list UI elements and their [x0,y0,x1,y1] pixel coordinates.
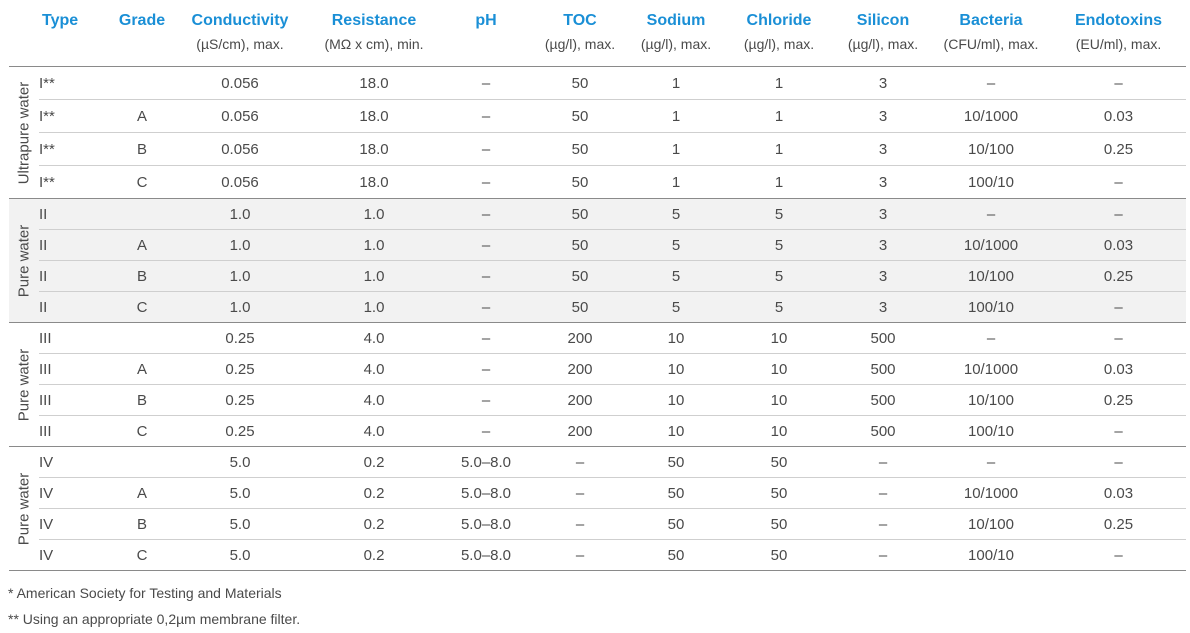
cell-bacteria: 10/1000 [931,100,1051,133]
cell-ph: – [441,100,531,133]
cell-bacteria: 100/10 [931,416,1051,447]
unit-toc: (µg/l), max. [531,36,629,67]
cell-chloride: 5 [723,230,835,261]
cell-conductivity: 0.25 [173,385,307,416]
cell-chloride: 10 [723,354,835,385]
cell-bacteria: 100/10 [931,166,1051,199]
cell-conductivity: 5.0 [173,509,307,540]
cell-conductivity: 1.0 [173,261,307,292]
table-row [9,447,1186,478]
cell-chloride: 10 [723,323,835,354]
cell-grade: C [111,292,173,323]
cell-sodium: 5 [629,199,723,230]
cell-grade: C [111,416,173,447]
cell-bacteria: – [931,447,1051,478]
cell-chloride: 1 [723,67,835,100]
cell-conductivity: 0.056 [173,100,307,133]
cell-silicon: 3 [835,199,931,230]
cell-bacteria: 10/100 [931,509,1051,540]
cell-toc: 50 [531,261,629,292]
water-group [9,323,1186,447]
cell-sodium: 1 [629,100,723,133]
cell-ph: – [441,133,531,166]
cell-conductivity: 0.056 [173,67,307,100]
cell-toc: 50 [531,100,629,133]
cell-grade [111,447,173,478]
cell-endotoxins: 0.03 [1051,478,1186,509]
cell-chloride: 50 [723,447,835,478]
cell-grade [111,199,173,230]
cell-sodium: 50 [629,447,723,478]
cell-resistance: 4.0 [307,385,441,416]
table-row [9,385,1186,416]
group-label: Ultrapure water [15,81,33,184]
water-quality-table [9,6,1186,571]
cell-toc: 200 [531,354,629,385]
cell-chloride: 5 [723,292,835,323]
cell-endotoxins: – [1051,323,1186,354]
col-header-type: Type [42,12,79,29]
cell-type: III [39,354,111,385]
col-header-endotoxins: Endotoxins [1074,12,1163,29]
cell-ph: – [441,416,531,447]
table-header [9,6,1186,67]
cell-endotoxins: 0.25 [1051,261,1186,292]
cell-chloride: 1 [723,133,835,166]
cell-conductivity: 5.0 [173,540,307,571]
cell-sodium: 5 [629,261,723,292]
cell-type: IV [39,540,111,571]
cell-ph: 5.0–8.0 [441,447,531,478]
cell-endotoxins: – [1051,67,1186,100]
cell-sodium: 50 [629,478,723,509]
cell-endotoxins: 0.25 [1051,509,1186,540]
table-row [9,509,1186,540]
cell-sodium: 1 [629,133,723,166]
cell-conductivity: 0.056 [173,133,307,166]
cell-toc: – [531,509,629,540]
cell-toc: 50 [531,230,629,261]
cell-grade: C [111,166,173,199]
cell-ph: – [441,199,531,230]
cell-sodium: 10 [629,385,723,416]
cell-bacteria: – [931,199,1051,230]
header-title-row [9,6,1186,36]
cell-resistance: 4.0 [307,354,441,385]
cell-silicon: – [835,509,931,540]
table-row [9,100,1186,133]
footnote-membrane-filter: ** Using an appropriate 0,2µm membrane filter. [8,611,301,627]
cell-silicon: 3 [835,133,931,166]
table-row [9,199,1186,230]
cell-bacteria: 10/100 [931,133,1051,166]
cell-resistance: 0.2 [307,509,441,540]
table-row [9,478,1186,509]
cell-resistance: 1.0 [307,261,441,292]
cell-toc: – [531,447,629,478]
cell-silicon: 500 [835,385,931,416]
cell-silicon: 500 [835,323,931,354]
table-row [9,67,1186,100]
cell-grade: B [111,261,173,292]
cell-endotoxins: – [1051,447,1186,478]
cell-ph: 5.0–8.0 [441,478,531,509]
cell-silicon: 3 [835,67,931,100]
cell-resistance: 1.0 [307,292,441,323]
unit-endotoxins: (EU/ml), max. [1051,36,1186,67]
unit-conductivity: (µS/cm), max. [173,36,307,67]
cell-type: III [39,416,111,447]
cell-chloride: 5 [723,261,835,292]
cell-silicon: 3 [835,261,931,292]
table-row [9,133,1186,166]
cell-type: IV [39,478,111,509]
cell-type: I** [39,133,111,166]
cell-endotoxins: – [1051,292,1186,323]
cell-endotoxins: 0.25 [1051,385,1186,416]
cell-grade: A [111,478,173,509]
group-label-cell [9,199,39,323]
cell-ph: – [441,385,531,416]
col-header-bacteria: Bacteria [959,12,1023,29]
cell-silicon: 3 [835,100,931,133]
cell-type: IV [39,509,111,540]
cell-resistance: 0.2 [307,478,441,509]
cell-toc: 50 [531,166,629,199]
col-header-grade: Grade [118,12,166,29]
cell-bacteria: 10/1000 [931,478,1051,509]
table-row [9,261,1186,292]
cell-type: I** [39,166,111,199]
water-group [9,447,1186,571]
cell-conductivity: 0.25 [173,323,307,354]
col-header-conductivity: Conductivity [191,12,289,29]
cell-grade: A [111,100,173,133]
cell-chloride: 50 [723,509,835,540]
unit-sodium: (µg/l), max. [629,36,723,67]
cell-resistance: 1.0 [307,199,441,230]
cell-chloride: 10 [723,385,835,416]
table-row [9,292,1186,323]
cell-ph: – [441,166,531,199]
cell-resistance: 1.0 [307,230,441,261]
cell-bacteria: 10/100 [931,261,1051,292]
unit-resistance: (MΩ x cm), min. [307,36,441,67]
cell-endotoxins: – [1051,166,1186,199]
cell-type: I** [39,67,111,100]
group-label: Pure water [15,472,33,545]
cell-bacteria: 10/1000 [931,230,1051,261]
cell-type: III [39,385,111,416]
table-row [9,354,1186,385]
cell-silicon: 3 [835,292,931,323]
cell-endotoxins: 0.03 [1051,230,1186,261]
water-group [9,199,1186,323]
cell-grade: B [111,509,173,540]
table-row [9,166,1186,199]
cell-resistance: 0.2 [307,540,441,571]
unit-bacteria: (CFU/ml), max. [931,36,1051,67]
cell-ph: – [441,230,531,261]
cell-sodium: 10 [629,323,723,354]
cell-conductivity: 5.0 [173,447,307,478]
cell-resistance: 18.0 [307,67,441,100]
col-header-sodium: Sodium [646,12,706,29]
cell-conductivity: 0.25 [173,416,307,447]
cell-endotoxins: – [1051,199,1186,230]
cell-endotoxins: – [1051,540,1186,571]
cell-sodium: 1 [629,67,723,100]
cell-ph: 5.0–8.0 [441,540,531,571]
cell-ph: – [441,323,531,354]
cell-toc: 50 [531,292,629,323]
cell-resistance: 0.2 [307,447,441,478]
table-row [9,416,1186,447]
cell-conductivity: 1.0 [173,292,307,323]
cell-toc: – [531,478,629,509]
group-label-cell [9,67,39,199]
cell-ph: – [441,354,531,385]
cell-bacteria: 10/100 [931,385,1051,416]
cell-grade: C [111,540,173,571]
cell-grade [111,67,173,100]
cell-grade: B [111,385,173,416]
cell-silicon: – [835,540,931,571]
cell-ph: – [441,261,531,292]
cell-silicon: – [835,478,931,509]
cell-toc: 200 [531,323,629,354]
cell-bacteria: 10/1000 [931,354,1051,385]
cell-resistance: 4.0 [307,323,441,354]
cell-sodium: 1 [629,166,723,199]
cell-ph: – [441,67,531,100]
cell-chloride: 50 [723,540,835,571]
water-group [9,67,1186,199]
col-header-resistance: Resistance [331,12,417,29]
cell-chloride: 5 [723,199,835,230]
cell-toc: 50 [531,199,629,230]
cell-bacteria: 100/10 [931,540,1051,571]
cell-type: I** [39,100,111,133]
cell-silicon: 3 [835,166,931,199]
cell-sodium: 10 [629,416,723,447]
cell-silicon: – [835,447,931,478]
group-label-cell [9,323,39,447]
cell-conductivity: 5.0 [173,478,307,509]
cell-type: II [39,199,111,230]
cell-endotoxins: 0.03 [1051,354,1186,385]
cell-toc: 200 [531,385,629,416]
cell-type: II [39,261,111,292]
table-row [9,323,1186,354]
cell-toc: 50 [531,67,629,100]
unit-ph [441,36,531,67]
cell-type: II [39,292,111,323]
cell-chloride: 10 [723,416,835,447]
cell-resistance: 18.0 [307,133,441,166]
col-header-ph: pH [475,12,497,29]
cell-type: III [39,323,111,354]
header-unit-row [9,36,1186,67]
cell-sodium: 50 [629,509,723,540]
cell-endotoxins: – [1051,416,1186,447]
cell-bacteria: – [931,323,1051,354]
cell-grade: A [111,230,173,261]
cell-bacteria: – [931,67,1051,100]
cell-sodium: 10 [629,354,723,385]
cell-conductivity: 1.0 [173,230,307,261]
table-row [9,230,1186,261]
cell-type: II [39,230,111,261]
cell-chloride: 1 [723,100,835,133]
cell-toc: 50 [531,133,629,166]
group-label: Pure water [15,348,33,421]
cell-grade [111,323,173,354]
type-unit-spacer [39,36,111,67]
cell-bacteria: 100/10 [931,292,1051,323]
cell-silicon: 3 [835,230,931,261]
cell-resistance: 18.0 [307,100,441,133]
cell-grade: A [111,354,173,385]
cell-sodium: 50 [629,540,723,571]
cell-resistance: 4.0 [307,416,441,447]
cell-resistance: 18.0 [307,166,441,199]
grade-unit-spacer [111,36,173,67]
table-row [9,540,1186,571]
col-header-silicon: Silicon [856,12,910,29]
unit-chloride: (µg/l), max. [723,36,835,67]
cell-silicon: 500 [835,416,931,447]
cell-endotoxins: 0.03 [1051,100,1186,133]
cell-toc: – [531,540,629,571]
group-label-cell [9,447,39,571]
col-header-chloride: Chloride [746,12,812,29]
unit-silicon: (µg/l), max. [835,36,931,67]
cell-type: IV [39,447,111,478]
cell-conductivity: 1.0 [173,199,307,230]
group-header-spacer [9,6,39,36]
cell-chloride: 1 [723,166,835,199]
cell-sodium: 5 [629,292,723,323]
cell-chloride: 50 [723,478,835,509]
group-unit-spacer [9,36,39,67]
cell-silicon: 500 [835,354,931,385]
cell-ph: 5.0–8.0 [441,509,531,540]
group-label: Pure water [15,224,33,297]
cell-conductivity: 0.25 [173,354,307,385]
footnote-astm: * American Society for Testing and Materials [8,585,282,601]
cell-sodium: 5 [629,230,723,261]
cell-grade: B [111,133,173,166]
cell-ph: – [441,292,531,323]
cell-conductivity: 0.056 [173,166,307,199]
col-header-toc: TOC [563,12,597,29]
cell-toc: 200 [531,416,629,447]
cell-endotoxins: 0.25 [1051,133,1186,166]
